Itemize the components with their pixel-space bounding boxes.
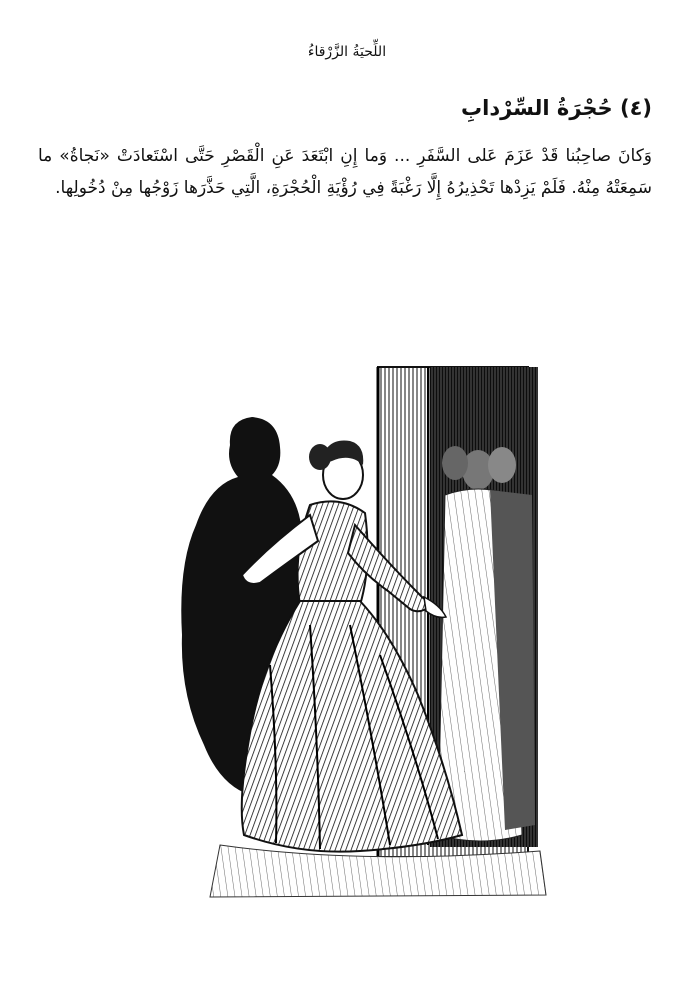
running-title: اللِّحيَةُ الزَّرْقاءُ [307,44,387,60]
hidden-figures [438,446,535,841]
body-paragraph: وَكانَ صاحِبُنا قَدْ عَزَمَ عَلى السَّفَرِ ... وَما إِنِ ابْتَعَدَ عَنِ الْقَصْرِ حَتَّى اسْتَعادَتْ «نَجاةُ» ما سَمِعَتْهُ مِنْهُ. فَلَمْ يَزِدْها تَحْذِيرُهُ إِلَّا رَغْبَةً فِي رُؤْيَةِ الْحُجْرَةِ، الَّتِي حَذَّرَها زَوْجُها مِنْ دُخُولِها. [38,146,652,198]
engraving-woman-at-doorway-icon [160,365,560,905]
chapter-title: (٤) حُجْرَةُ السِّرْدابِ [461,96,652,120]
